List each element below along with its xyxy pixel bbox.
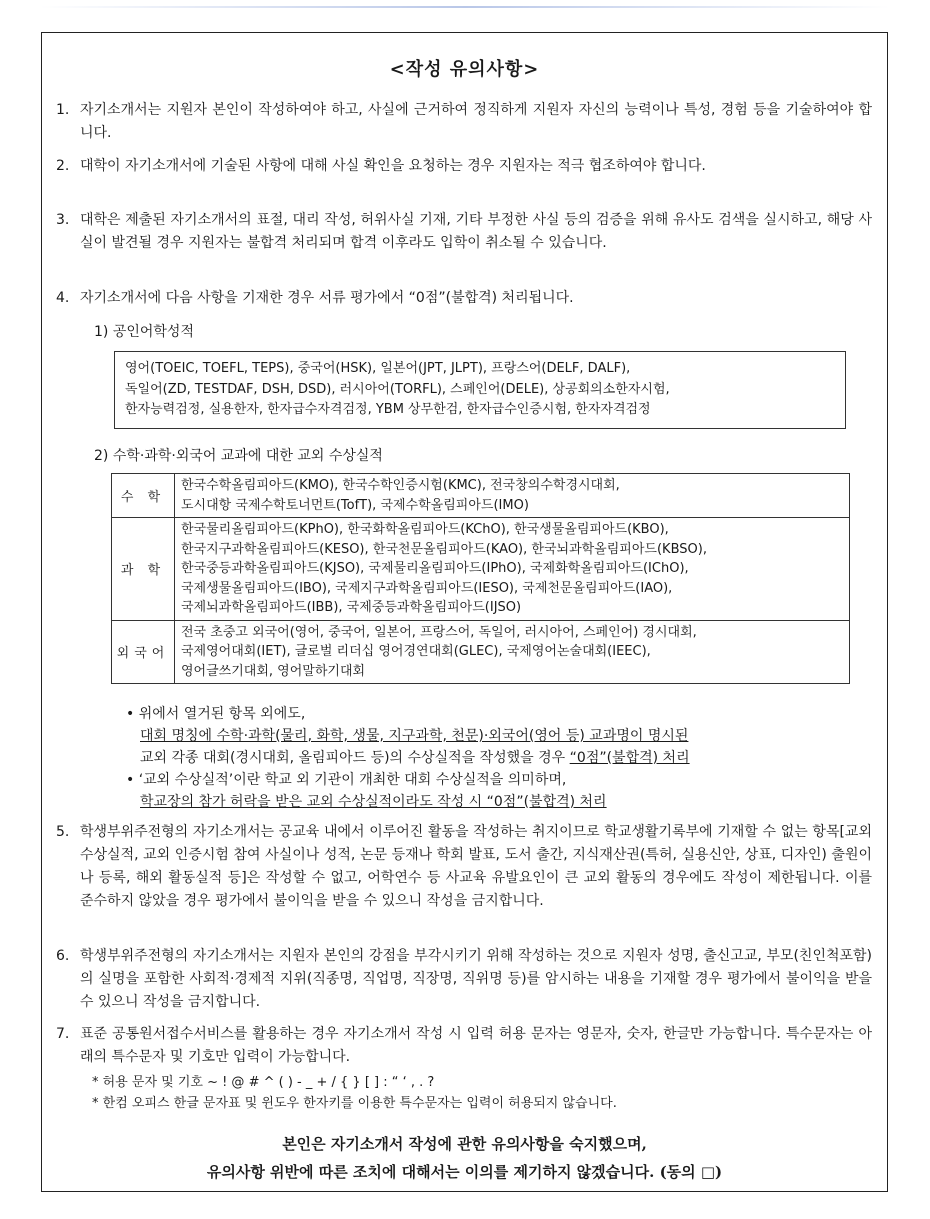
note-1-zero-score: “0점”(불합격) 처리	[569, 750, 690, 766]
item-text: 자기소개서는 지원자 본인이 작성하여야 하고, 사실에 근거하여 정직하게 지원자 자신의 능력이나 특성, 경험 등을 기술하여야 합니다.	[80, 102, 872, 141]
subject-cell: 수 학	[112, 474, 175, 518]
item-text: 대학은 제출된 자기소개서의 표절, 대리 작성, 허위사실 기재, 기타 부정한 사실 등의 검증을 위해 유사도 검색을 실시하고, 해당 사실이 발견될 경우 지원자는 불합격 처리되며 합격 이후라도 입학이 취소될 수 있습니다.	[80, 212, 872, 251]
top-decorative-line	[40, 6, 890, 8]
award-line: 한국수학올림피아드(KMO), 한국수학인증시험(KMC), 전국창의수학경시대회,	[181, 478, 620, 493]
item-number: 6.	[56, 948, 70, 964]
subject-cell: 과 학	[112, 518, 175, 621]
note-2-bullet: • ‘교외 수상실적’이란 학교 외 기관이 개최한 대회 수상실적을 의미하며,	[126, 772, 567, 788]
sub-heading-language-scores: 1) 공인어학성적	[94, 324, 194, 340]
item-text: 학생부위주전형의 자기소개서는 공교육 내에서 이루어진 활동을 작성하는 취지이므로 학교생활기록부에 기재할 수 없는 항목[교외 수상실적, 교외 인증시험 참여 사실이나 성적, 논문 등재나 학회 발표, 도서 출간, 지식재산권(특허, 실용신안, 상표, 디자인) 출원이나 등록, 해외 활동실적 등]은 작성할 수 없고, 어학연수 등 사교육 유발요인이 큰 교외 활동의 경우에도 작성이 제한됩니다. 이를 준수하지 않았을 경우 평가에서 불이익을 받을 수 있으니 작성을 금지합니다.	[80, 824, 872, 909]
table-row	[112, 620, 850, 684]
subject-cell: 외국어	[112, 620, 175, 684]
language-line: 한자능력검정, 실용한자, 한자급수자격검정, YBM 상무한검, 한자급수인증시험, 한자자격검정	[125, 402, 651, 417]
disallowed-characters-note: * 한컴 오피스 한글 문자표 및 윈도우 한자키를 이용한 특수문자는 입력이 허용되지 않습니다.	[92, 1096, 617, 1111]
item-text: 자기소개서에 다음 사항을 기재한 경우 서류 평가에서 “0점”(불합격) 처리됩니다.	[80, 290, 574, 306]
award-line: 한국중등과학올림피아드(KJSO), 국제물리올림피아드(IPhO), 국제화학올림피아드(IChO),	[181, 561, 689, 576]
page-title: <작성 유의사항>	[389, 59, 540, 80]
notice-frame	[41, 32, 888, 1192]
award-line: 도시대항 국제수학토너먼트(TofT), 국제수학올림피아드(IMO)	[181, 497, 529, 513]
award-line: 국제영어대회(IET), 글로벌 리더십 영어경연대회(GLEC), 국제영어논술대회(IEEC),	[181, 644, 651, 659]
notice-item-5	[56, 821, 872, 913]
item-text: 표준 공통원서접수서비스를 활용하는 경우 자기소개서 작성 시 입력 허용 문자는 영문자, 숫자, 한글만 가능합니다. 특수문자는 아래의 특수문자 및 기호만 입력이 가능합니다.	[80, 1026, 872, 1065]
item-number: 7.	[56, 1026, 70, 1042]
sub-heading-awards: 2) 수학·과학·외국어 교과에 대한 교외 수상실적	[94, 448, 383, 464]
allowed-characters-note: * 허용 문자 및 기호 ~ ! @ # ^ ( ) - _ + / { } [ ] : “ ‘ , . ?	[92, 1075, 435, 1090]
award-line: 전국 초중고 외국어(영어, 중국어, 일본어, 프랑스어, 독일어, 러시아어, 스페인어) 경시대회,	[181, 624, 697, 640]
awards-table	[111, 473, 850, 684]
language-test-box	[114, 351, 846, 429]
note-1-line-2: 대회 명칭에 수학·과학(물리, 화학, 생물, 지구과학, 천문)·외국어(영어 등) 교과명이 명시된	[140, 728, 689, 744]
note-1-line-3-text: 교외 각종 대회(경시대회, 올림피아드 등)의 수상실적을 작성했을 경우	[140, 750, 570, 766]
award-line: 국제뇌과학올림피아드(IBB), 국제중등과학올림피아드(IJSO)	[181, 600, 522, 615]
notice-item-2	[56, 155, 872, 178]
notice-item-3	[56, 209, 872, 255]
table-row	[112, 518, 850, 621]
item-number: 3.	[56, 212, 70, 228]
language-line: 영어(TOEIC, TOEFL, TEPS), 중국어(HSK), 일본어(JPT, JLPT), 프랑스어(DELF, DALF),	[125, 361, 631, 376]
notice-item-6	[56, 945, 872, 1014]
item-number: 4.	[56, 290, 70, 306]
item-text: 대학이 자기소개서에 기술된 사항에 대해 사실 확인을 요청하는 경우 지원자는 적극 협조하여야 합니다.	[80, 158, 706, 174]
item-number: 1.	[56, 102, 70, 118]
awards-cell	[175, 474, 850, 518]
item-number: 2.	[56, 158, 70, 174]
award-line: 국제생물올림피아드(IBO), 국제지구과학올림피아드(IESO), 국제천문올림피아드(IAO),	[181, 580, 673, 596]
award-line: 한국지구과학올림피아드(KESO), 한국천문올림피아드(KAO), 한국뇌과학올림피아드(KBSO),	[181, 541, 707, 557]
award-line: 한국물리올림피아드(KPhO), 한국화학올림피아드(KChO), 한국생물올림피아드(KBO),	[181, 522, 669, 537]
note-1-line-3	[140, 747, 690, 769]
agreement-line-2: 유의사항 위반에 따른 조치에 대해서는 이의를 제기하지 않겠습니다. (동의 □)	[206, 1163, 723, 1181]
agreement-line-1: 본인은 자기소개서 작성에 관한 유의사항을 숙지했으며,	[282, 1135, 647, 1153]
note-1-bullet: • 위에서 열거된 항목 외에도,	[126, 706, 306, 722]
award-line: 영어글쓰기대회, 영어말하기대회	[181, 663, 366, 679]
language-line: 독일어(ZD, TESTDAF, DSH, DSD), 러시아어(TORFL), 스페인어(DELE), 상공회의소한자시험,	[125, 381, 670, 397]
item-text: 학생부위주전형의 자기소개서는 지원자 본인의 강점을 부각시키기 위해 작성하는 것으로 지원자 성명, 출신고교, 부모(친인척포함)의 실명을 포함한 사회적·경제적 지위(직종명, 직업명, 직장명, 직위명 등)를 암시하는 내용을 기재할 경우 평가에서 불이익을 받을 수 있으니 작성을 금지합니다.	[80, 948, 872, 1010]
awards-cell	[175, 620, 850, 684]
notice-item-4	[56, 287, 872, 310]
table-row	[112, 474, 850, 518]
notice-item-1	[56, 99, 872, 145]
item-number: 5.	[56, 824, 70, 840]
notice-item-7	[56, 1023, 872, 1069]
awards-cell	[175, 518, 850, 621]
note-2-line-2: 학교장의 참가 허락을 받은 교외 수상실적이라도 작성 시 “0점”(불합격) 처리	[140, 794, 607, 810]
